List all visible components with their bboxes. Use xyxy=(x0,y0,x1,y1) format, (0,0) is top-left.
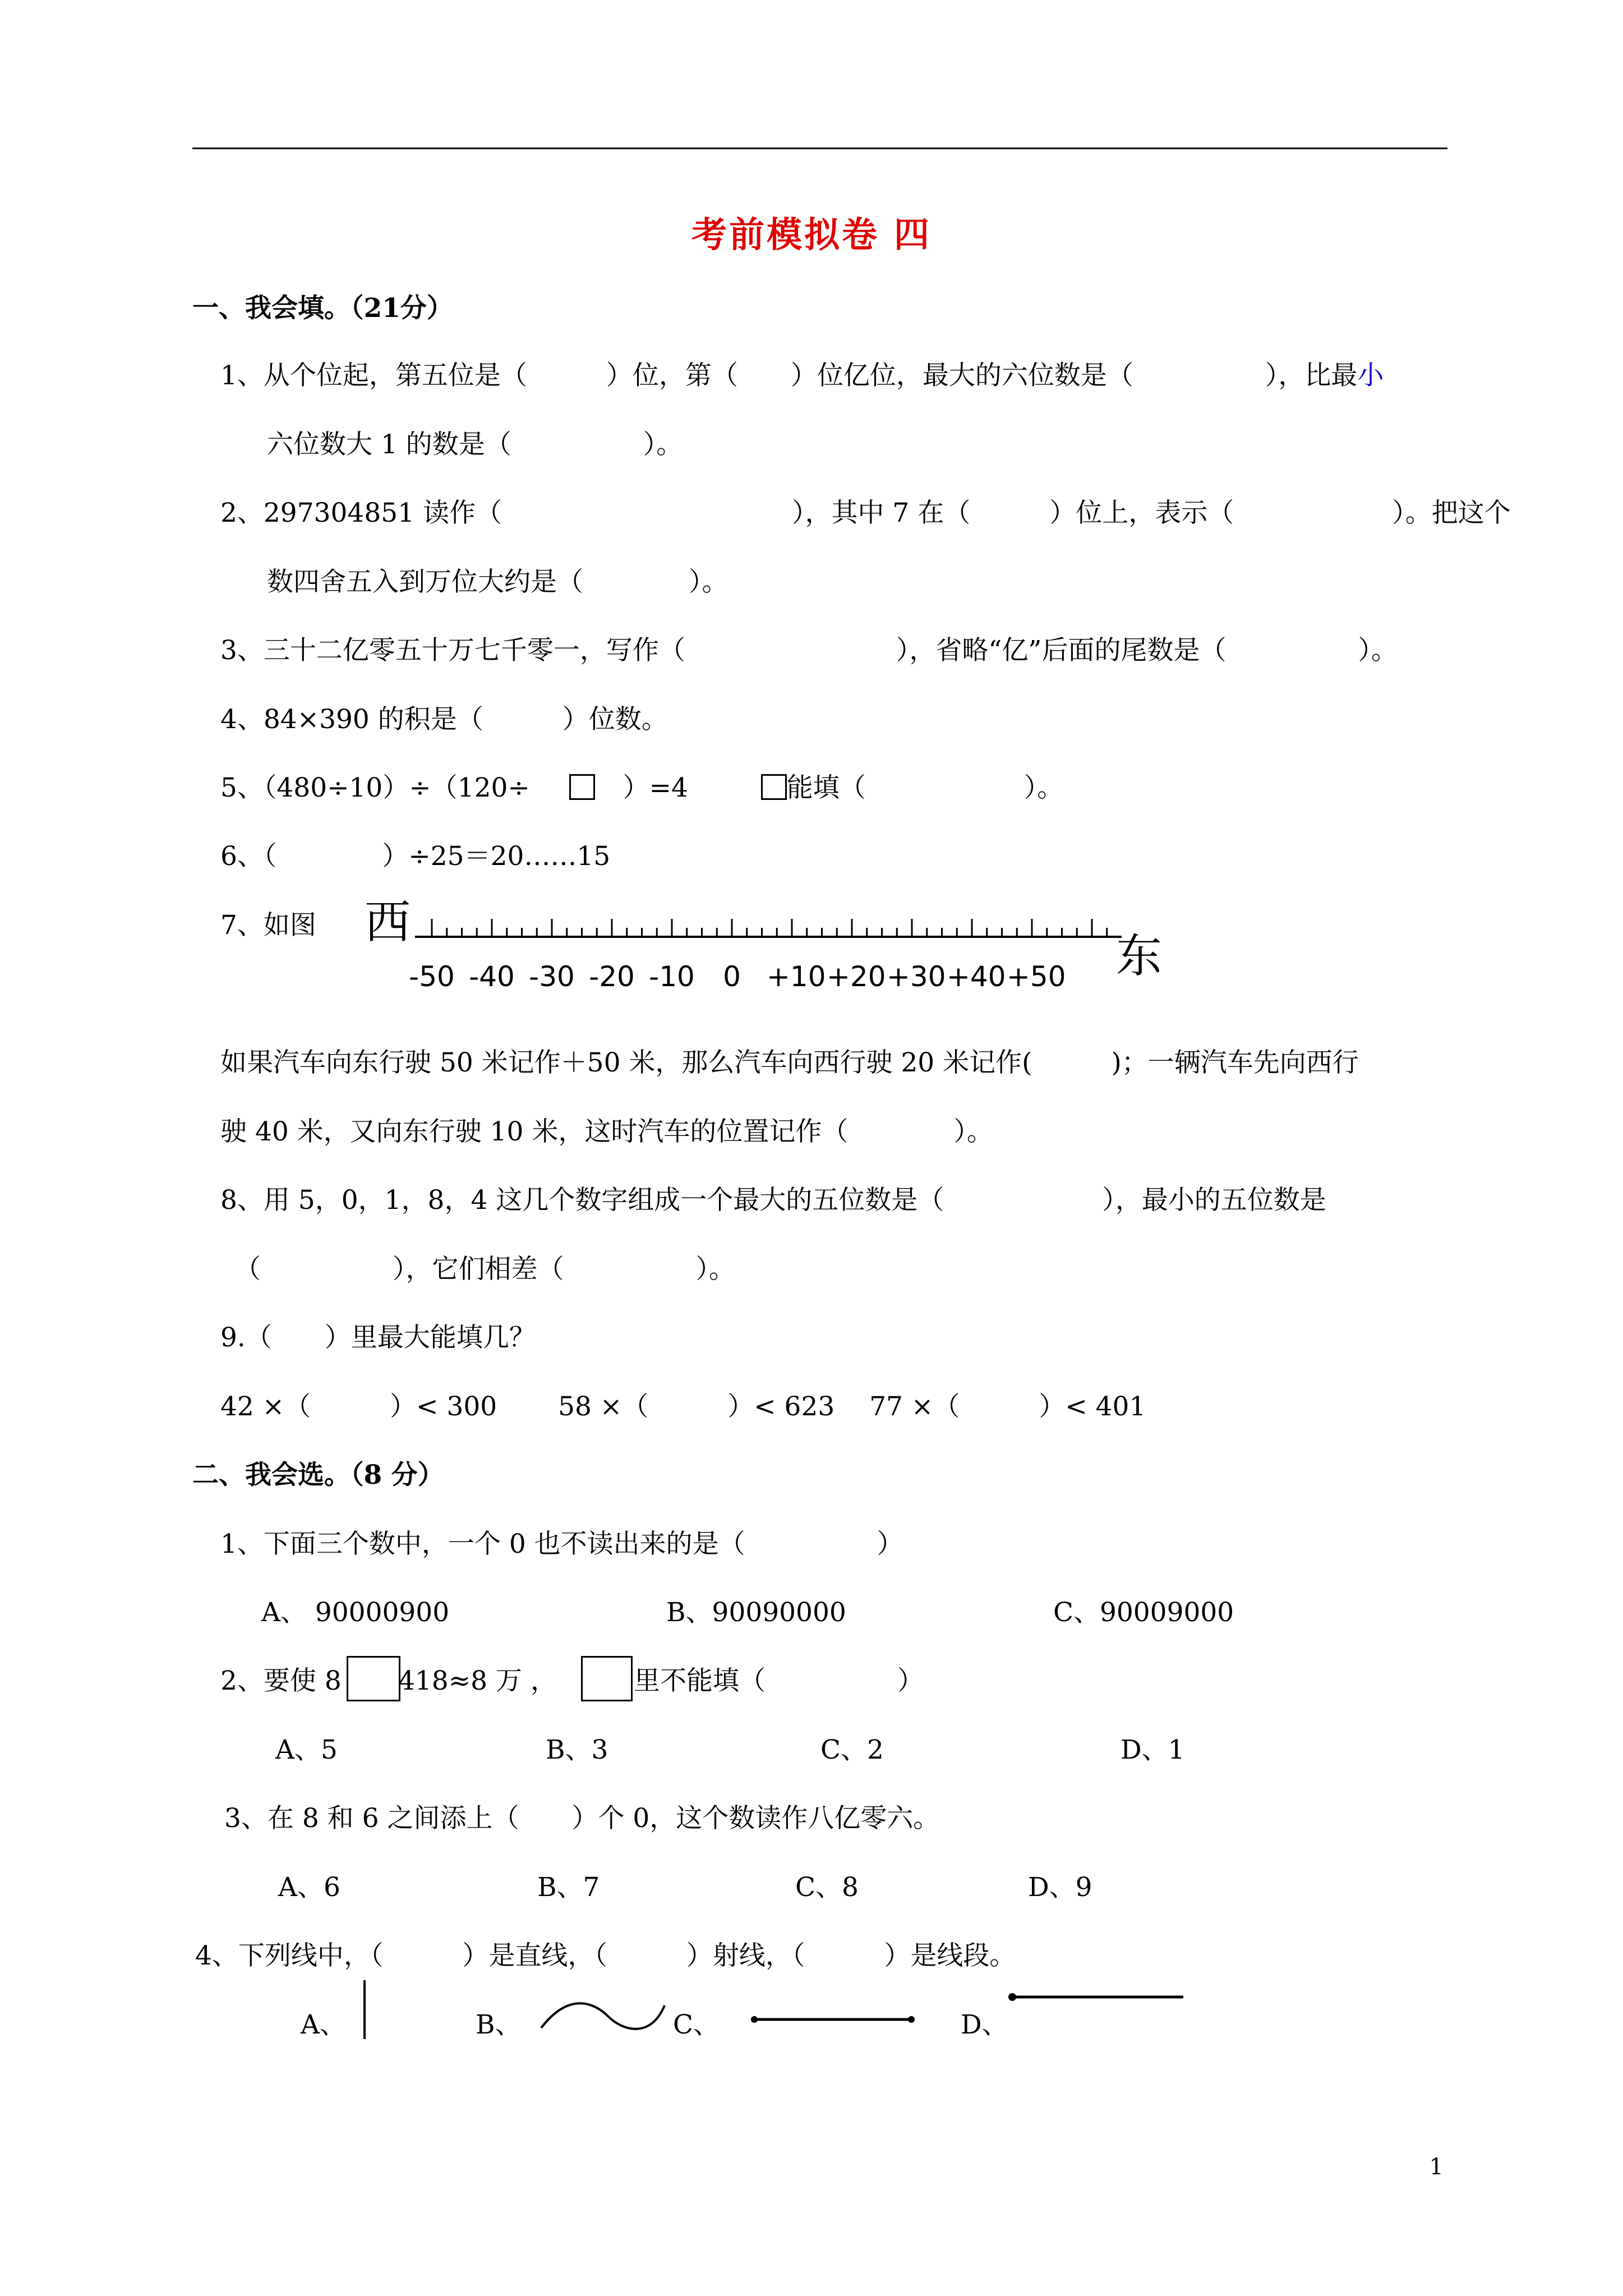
s2q4-option-b: B、 xyxy=(476,2009,522,2040)
blank-box xyxy=(761,774,787,800)
blank-box xyxy=(581,1656,633,1701)
s2q2-option-c: C、2 xyxy=(820,1734,884,1765)
s2q3-option-c: C、8 xyxy=(795,1872,859,1903)
number-line-tick-label: -10 xyxy=(649,960,695,993)
q6-line: 6、（ ）÷25＝20……15 xyxy=(220,841,611,872)
s2q2-question: 2、要使 8 xyxy=(220,1665,342,1696)
q7-text-2: 驶 40 米，又向东行驶 10 米，这时汽车的位置记作（ ）。 xyxy=(220,1116,993,1147)
q7-text-1: 如果汽车向东行驶 50 米记作＋50 米，那么汽车向西行驶 20 米记作( )；一辆汽车先向西行 xyxy=(220,1047,1359,1078)
option-c-segment-figure xyxy=(749,2011,917,2028)
s2q4-option-a: A、 xyxy=(301,2009,346,2040)
q5-line: 5、（480÷10）÷（120÷ ）=4 能填（ ）。 xyxy=(220,772,1064,803)
s2q2-question-mid: 418≈8 万 ， xyxy=(398,1665,557,1696)
option-d-ray-figure xyxy=(1007,1989,1186,2005)
blank-box xyxy=(347,1656,400,1701)
s2q1-question: 1、下面三个数中，一个 0 也不读出来的是（ ） xyxy=(220,1529,903,1559)
blank-box xyxy=(569,774,595,800)
q2-line-1: 2、297304851 读作（ ），其中 7 在（ ）位上，表示（ ）。把这个 xyxy=(220,498,1511,528)
q2-line-2: 数四舍五入到万位大约是（ ）。 xyxy=(267,567,728,597)
page-number: 1 xyxy=(1429,2154,1444,2180)
s2q2-option-b: B、3 xyxy=(546,1734,608,1765)
q9-line-1: 9.（ ）里最大能填几？ xyxy=(220,1322,536,1353)
option-b-curve-figure xyxy=(538,1997,667,2036)
number-line-tick-label: +10 xyxy=(767,960,826,993)
s2q3-option-b: B、7 xyxy=(537,1872,600,1903)
number-line-tick-label: +30 xyxy=(887,960,946,993)
s2q1-option-a: A、 90000900 xyxy=(261,1597,450,1628)
west-label: 西 xyxy=(365,896,411,949)
q8-line-1: 8、用 5，0，1，8，4 这几个数字组成一个最大的五位数是（ ），最小的五位数是 xyxy=(220,1185,1326,1216)
number-line-tick-label: -30 xyxy=(529,960,575,993)
s2q3-option-d: D、9 xyxy=(1028,1872,1092,1903)
header-rule xyxy=(192,148,1447,149)
number-line-tick-label: +20 xyxy=(827,960,886,993)
option-a-straight-line-figure xyxy=(359,1980,370,2042)
number-line-tick-label: -40 xyxy=(469,960,515,993)
q1-line-1: 1、从个位起，第五位是（ ）位，第（ ）位亿位，最大的六位数是（ ），比最小 xyxy=(220,360,1384,391)
number-line xyxy=(415,909,1127,942)
s2q2-question-end: 里不能填（ ） xyxy=(634,1665,924,1696)
s2q3-question: 3、在 8 和 6 之间添上（ ）个 0，这个数读作八亿零六。 xyxy=(224,1803,940,1834)
number-line-tick-label: +50 xyxy=(1007,960,1066,993)
number-line-tick-label: -50 xyxy=(409,960,455,993)
q1-line-2: 六位数大 1 的数是（ ）。 xyxy=(267,429,683,460)
east-label: 东 xyxy=(1116,930,1163,983)
q9-line-2: 42 ×（ ）< 300 58 ×（ ）< 623 77 ×（ ）< 401 xyxy=(220,1391,1146,1422)
q7-label: 7、如图 xyxy=(220,910,316,941)
s2q2-option-d: D、1 xyxy=(1121,1734,1185,1765)
page-title: 考前模拟卷 四 xyxy=(691,214,932,255)
s2q2-option-a: A、5 xyxy=(275,1734,338,1765)
s2q1-option-c: C、90009000 xyxy=(1053,1597,1234,1628)
number-line-labels xyxy=(0,960,1623,994)
number-line-tick-label: -20 xyxy=(589,960,635,993)
number-line-tick-label: +40 xyxy=(947,960,1006,993)
s2q1-option-b: B、90090000 xyxy=(666,1597,846,1628)
s2q3-option-a: A、6 xyxy=(278,1872,340,1903)
number-line-tick-label: 0 xyxy=(723,960,741,993)
section-2-heading: 二、我会选。（8 分） xyxy=(192,1460,444,1490)
q8-line-2: （ ），它们相差（ ）。 xyxy=(234,1254,735,1285)
s2q4-option-d: D、 xyxy=(961,2009,1008,2040)
q4-line: 4、84×390 的积是（ ）位数。 xyxy=(220,704,668,735)
s2q4-question: 4、下列线中，（ ）是直线，（ ）射线，（ ）是线段。 xyxy=(195,1940,1016,1971)
q3-line: 3、三十二亿零五十万七千零一，写作（ ），省略“亿”后面的尾数是（ ）。 xyxy=(220,635,1398,666)
section-1-heading: 一、我会填。（21分） xyxy=(192,293,453,324)
s2q4-option-c: C、 xyxy=(673,2009,720,2040)
